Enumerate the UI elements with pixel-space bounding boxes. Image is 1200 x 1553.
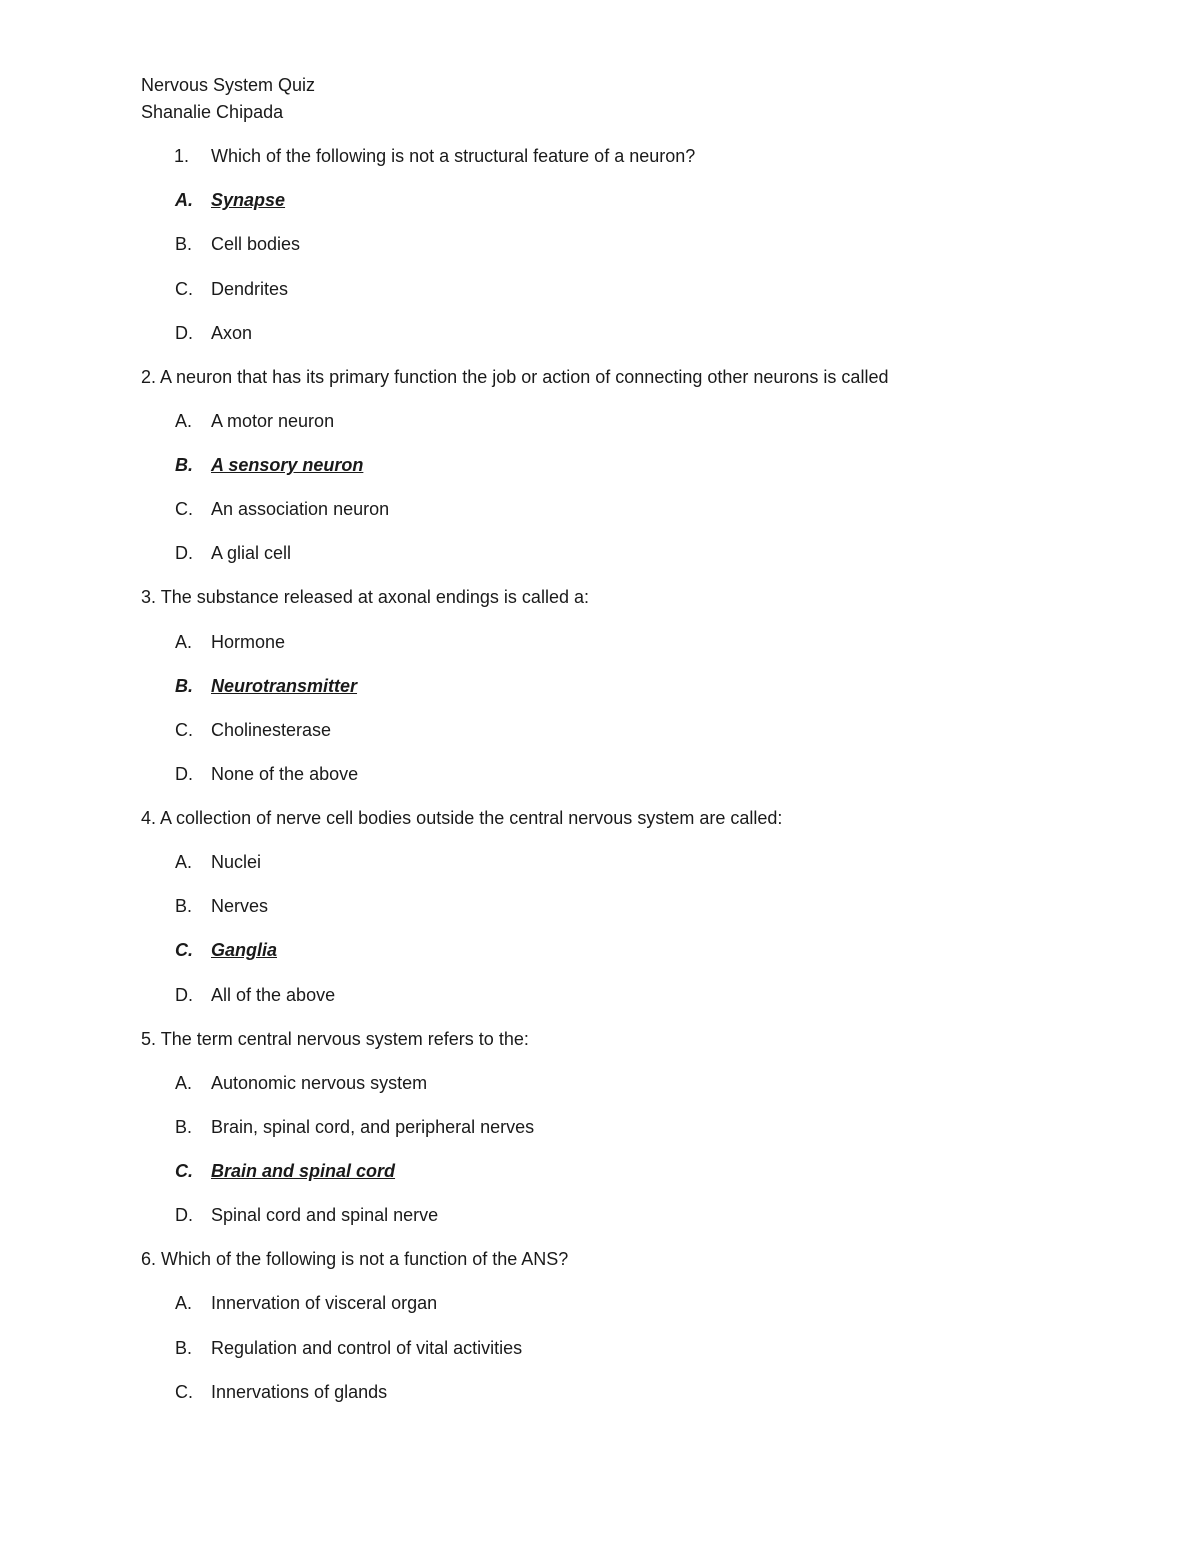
option-5d: D. Spinal cord and spinal nerve [175,1205,439,1225]
option-1b: B. Cell bodies [175,234,301,254]
question-5: 5. The term central nervous system refers to the: [141,1029,529,1049]
option-4d: D. All of the above [175,985,336,1005]
option-1a: A. Synapse [175,190,286,210]
option-5b: B. Brain, spinal cord, and peripheral nerves [175,1117,535,1137]
option-6b: B. Regulation and control of vital activities [175,1338,523,1358]
option-3a: A. Hormone [175,632,286,652]
option-4c: C. Ganglia [175,940,278,960]
option-4b: B. Nerves [175,896,269,916]
question-3: 3. The substance released at axonal endings is called a: [141,587,589,607]
option-1c: C. Dendrites [175,279,289,299]
option-4a: A. Nuclei [175,852,262,872]
option-2c: C. An association neuron [175,499,390,519]
option-3d: D. None of the above [175,764,359,784]
question-number: 1. [174,146,190,166]
option-3b: B. Neurotransmitter [175,676,358,696]
option-5a: A. Autonomic nervous system [175,1073,428,1093]
option-2a: A. A motor neuron [175,411,335,431]
option-2d: D. A glial cell [175,543,292,563]
option-6a: A. Innervation of visceral organ [175,1293,438,1313]
document-author: Shanalie Chipada [141,102,284,122]
question-text: Which of the following is not a structural feature of a neuron? [211,146,696,166]
option-3c: C. Cholinesterase [175,720,332,740]
option-2b: B. A sensory neuron [175,455,364,475]
question-1 [174,145,695,167]
question-4: 4. A collection of nerve cell bodies outside the central nervous system are called: [141,808,783,828]
option-5c: C. Brain and spinal cord [175,1161,396,1181]
question-2: 2. A neuron that has its primary function the job or action of connecting other neurons is called [141,367,889,387]
question-6: 6. Which of the following is not a function of the ANS? [141,1249,569,1269]
option-1d: D. Axon [175,323,253,343]
option-6c: C. Innervations of glands [175,1382,388,1402]
document-title: Nervous System Quiz [141,75,316,95]
